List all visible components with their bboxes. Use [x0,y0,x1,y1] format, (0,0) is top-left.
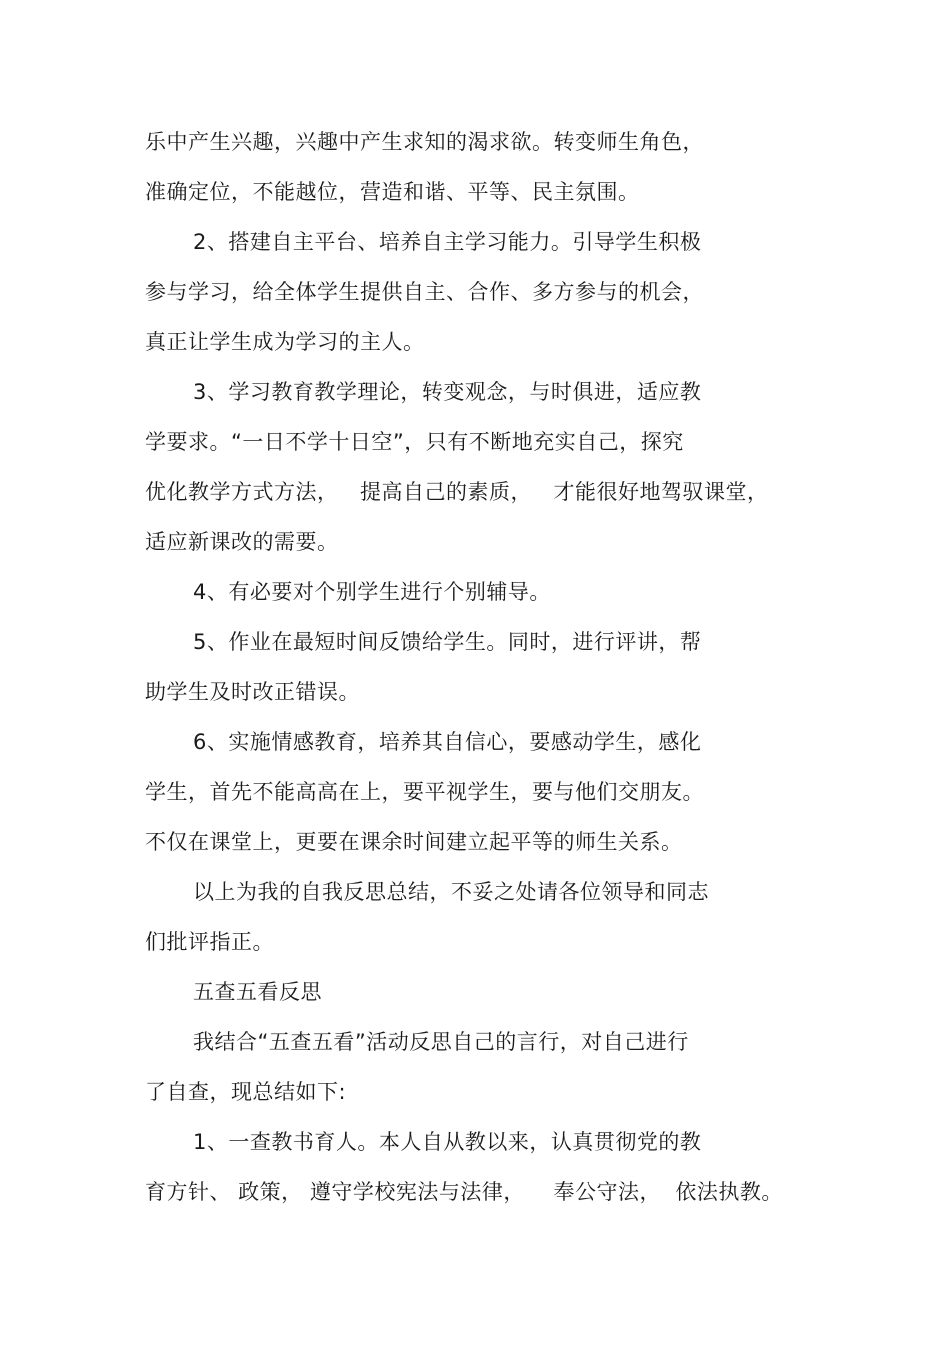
text-line: 我结合“五查五看”活动反思自己的言行，对自己进行 [193,1030,689,1054]
text-line: 3、学习教育教学理论，转变观念，与时俱进，适应教 [193,380,702,404]
text-line: 参与学习，给全体学生提供自主、合作、多方参与的机会， [145,280,704,304]
text-line: 真正让学生成为学习的主人。 [145,330,425,354]
text-line: 乐中产生兴趣，兴趣中产生求知的渴求欲。转变师生角色， [145,130,704,154]
text-line: 们批评指正。 [145,930,274,954]
text-line: 学生，首先不能高高在上，要平视学生，要与他们交朋友。 [145,780,704,804]
text-line: 助学生及时改正错误。 [145,680,360,704]
text-line: 5、作业在最短时间反馈给学生。同时，进行评讲，帮 [193,630,702,654]
section-heading: 五查五看反思 [193,980,322,1004]
text-line: 育方针、 政策， 遵守学校宪法与法律， 奉公守法， 依法执教。 [145,1180,783,1204]
text-line: 学要求。“一日不学十日空”，只有不断地充实自己，探究 [145,430,684,454]
text-line: 不仅在课堂上，更要在课余时间建立起平等的师生关系。 [145,830,683,854]
text-line: 以上为我的自我反思总结，不妥之处请各位领导和同志 [193,880,709,904]
text-line: 优化教学方式方法， 提高自己的素质， 才能很好地驾驭课堂， [145,480,769,504]
text-line: 准确定位，不能越位，营造和谐、平等、民主氛围。 [145,180,640,204]
text-line: 1、一查教书育人。本人自从教以来，认真贯彻党的教 [193,1130,702,1154]
text-line: 2、搭建自主平台、培养自主学习能力。引导学生积极 [193,230,702,254]
text-line: 4、有必要对个别学生进行个别辅导。 [193,580,551,604]
text-line: 适应新课改的需要。 [145,530,339,554]
text-line: 6、实施情感教育，培养其自信心，要感动学生，感化 [193,730,702,754]
text-line: 了自查，现总结如下: [145,1080,347,1104]
